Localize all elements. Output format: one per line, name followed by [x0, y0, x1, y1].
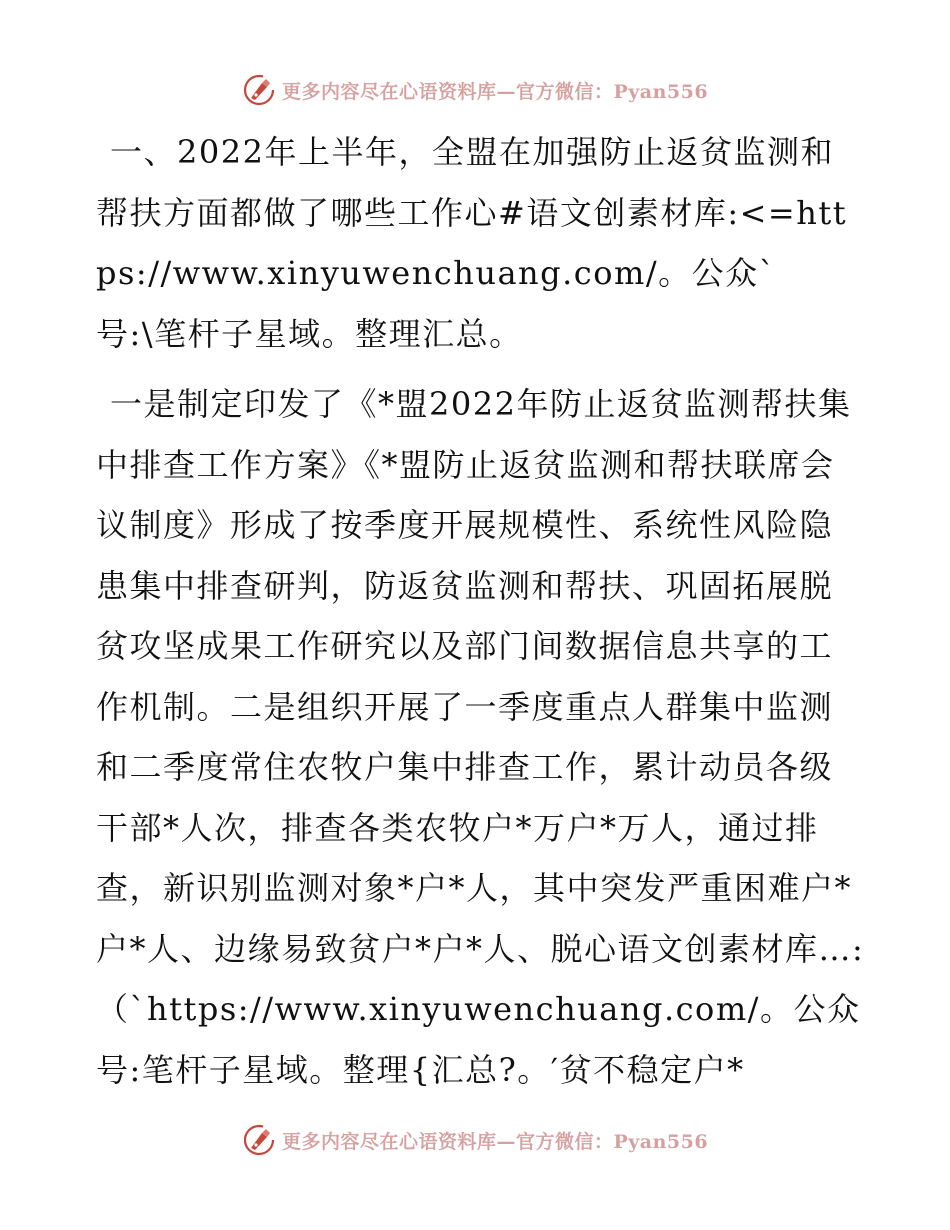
header-watermark-banner [0, 70, 950, 110]
header-watermark-text: 更多内容尽在心语资料库—官方微信：Pyan556 [281, 80, 709, 103]
document-body [96, 122, 866, 1100]
paragraph-question: 一、2022年上半年，全盟在加强防止返贫监测和帮扶方面都做了哪些工作心#语文创素材库:<=https://www.xinyuwenchuang.com/。公众`号:\笔杆子星域。整理汇总。 [96, 133, 848, 353]
paragraph-answer: 一是制定印发了《*盟2022年防止返贫监测帮扶集中排查工作方案》《*盟防止返贫监测和帮扶联席会议制度》形成了按季度开展规模性、系统性风险隐患集中排查研判，防返贫监测和帮扶、巩固拓展脱贫攻坚成果工作研究以及部门间数据信息共享的工作机制。二是组织开展了一季度重点人群集中监测和二季度常住农牧户集中排查工作，累计动员各级干部*人次，排查各类农牧户*万户*万人，通过排查，新识别监测对象*户*人，其中突发严重困难户*户*人、边缘易致贫户*户*人、脱心语文创素材库…:（`https://www.xinyuwenchuang.com/。公众号:笔杆子星域。整理{汇总?。′贫不稳定户* [96, 385, 865, 1089]
pen-nib-circle-icon [242, 1123, 276, 1157]
footer-watermark-text: 更多内容尽在心语资料库—官方微信：Pyan556 [281, 1130, 709, 1153]
pen-nib-circle-icon [242, 73, 276, 107]
footer-watermark-banner [0, 1120, 950, 1160]
